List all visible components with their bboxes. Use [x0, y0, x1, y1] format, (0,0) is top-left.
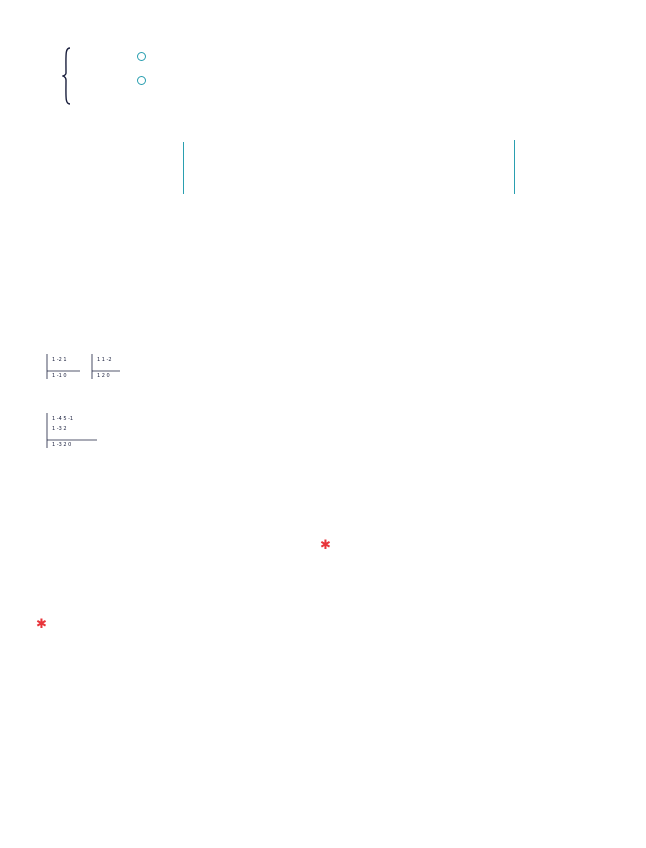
svg-text:1 -1 0: 1 -1 0	[52, 373, 67, 379]
svg-text:1 -2 1: 1 -2 1	[52, 357, 67, 363]
star-marker-bottom: ✱	[36, 617, 47, 632]
svg-text:1 -3 2 0: 1 -3 2 0	[52, 442, 72, 448]
step-marker-2	[137, 76, 146, 85]
svg-text:1 -4 5 -1: 1 -4 5 -1	[52, 416, 74, 422]
step-marker-1	[137, 52, 146, 61]
star-marker: ✱	[320, 538, 331, 553]
svg-text:1 2 0: 1 2 0	[97, 373, 110, 379]
svg-text:1 -3 2: 1 -3 2	[52, 426, 67, 432]
ruffini-table-12	[42, 412, 102, 450]
continuity-xm1-brace	[514, 140, 515, 194]
ruffini-table-7	[42, 353, 122, 383]
piecewise-brace	[62, 47, 72, 105]
svg-text:1 1 -2: 1 1 -2	[97, 357, 112, 363]
continuity-x0-brace	[183, 142, 184, 194]
